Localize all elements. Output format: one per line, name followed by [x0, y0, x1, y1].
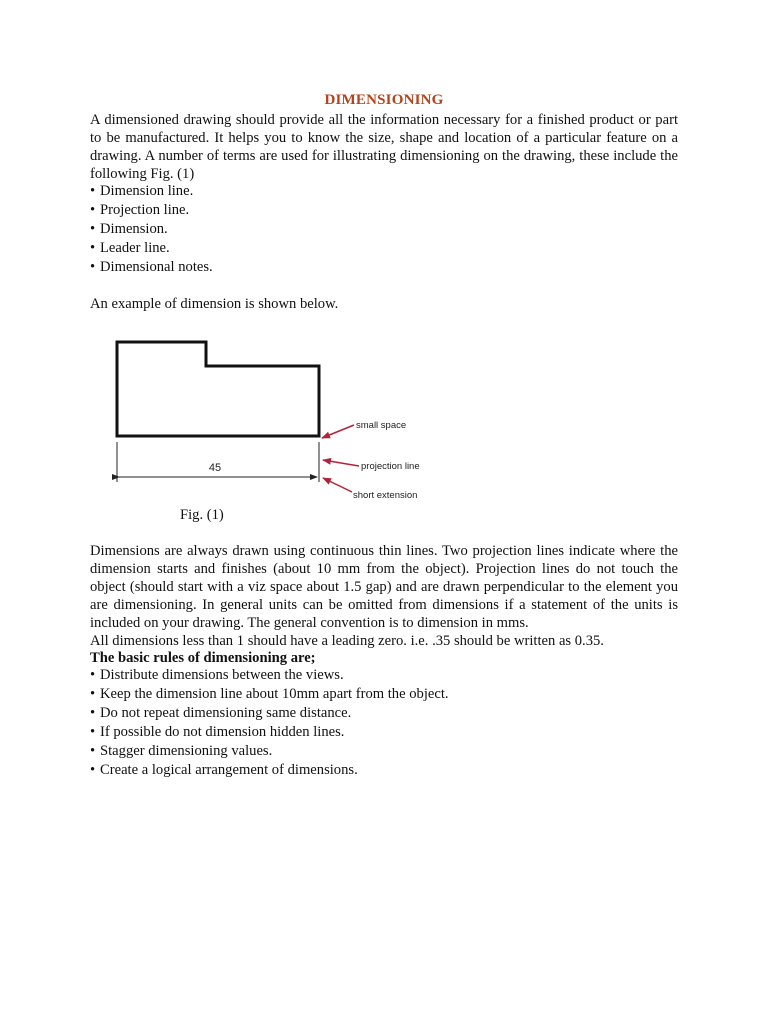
page-title: DIMENSIONING	[324, 92, 444, 108]
intro-paragraph: A dimensioned drawing should provide all the information necessary for a finished product or part to be manufactured. It helps you to know the size, shape and location of a particular feature on a drawing. A number of terms are used for illustrating dimensioning on the drawing, these include the following Fig. (1)	[90, 112, 678, 182]
list-item: • Do not repeat dimensioning same distance.	[90, 705, 352, 721]
bullet-glyph: •	[90, 202, 96, 218]
bullet-glyph: •	[90, 259, 96, 275]
dimension-value: 45	[208, 462, 222, 474]
bullet-glyph: •	[90, 221, 96, 237]
list-item: • Distribute dimensions between the views.	[90, 667, 344, 683]
example-sentence: An example of dimension is shown below.	[90, 296, 339, 312]
terms-list	[90, 182, 678, 277]
short-extension-leader	[323, 478, 352, 492]
bullet-glyph: •	[90, 705, 96, 721]
bullet-glyph: •	[90, 724, 96, 740]
bullet-glyph: •	[90, 667, 96, 683]
list-item: • If possible do not dimension hidden lines.	[90, 724, 345, 740]
short-extension-label: short extension	[353, 490, 418, 501]
bullet-glyph: •	[90, 183, 96, 199]
list-item: • Dimensional notes.	[90, 259, 213, 275]
bullet-glyph: •	[90, 686, 96, 702]
small-space-label: small space	[356, 420, 407, 431]
small-space-leader	[322, 425, 354, 438]
bullet-glyph: •	[90, 743, 96, 759]
dimension-figure	[90, 322, 438, 508]
list-item: • Projection line.	[90, 202, 190, 218]
bullet-glyph: •	[90, 762, 96, 778]
leading-zero-note: All dimensions less than 1 should have a leading zero. i.e. .35 should be written as 0.35.	[90, 633, 604, 649]
bullet-glyph: •	[90, 240, 96, 256]
list-item: • Leader line.	[90, 240, 170, 256]
list-item: • Create a logical arrangement of dimensions.	[90, 762, 358, 778]
list-item: • Dimension.	[90, 221, 168, 237]
figure-caption: Fig. (1)	[180, 507, 224, 523]
projection-line-leader	[323, 460, 359, 466]
rules-list	[90, 666, 678, 780]
projection-line-label: projection line	[361, 461, 420, 472]
body-paragraph: Dimensions are always drawn using continuous thin lines. Two projection lines indicate where the dimension starts and finishes (about 10 mm from the object). Projection lines do not touch the object (should start with a viz space about 1.5 gap) and are drawn perpendicular to the element you are dimensioning. In general units can be omitted from dimensions if a statement of the units is included on your drawing. The general convention is to dimension in mms.	[90, 543, 678, 631]
list-item: • Stagger dimensioning values.	[90, 743, 273, 759]
list-item: • Keep the dimension line about 10mm apart from the object.	[90, 686, 449, 702]
rules-heading: The basic rules of dimensioning are;	[90, 650, 316, 666]
list-item: • Dimension line.	[90, 183, 194, 199]
object-outline	[117, 342, 319, 436]
